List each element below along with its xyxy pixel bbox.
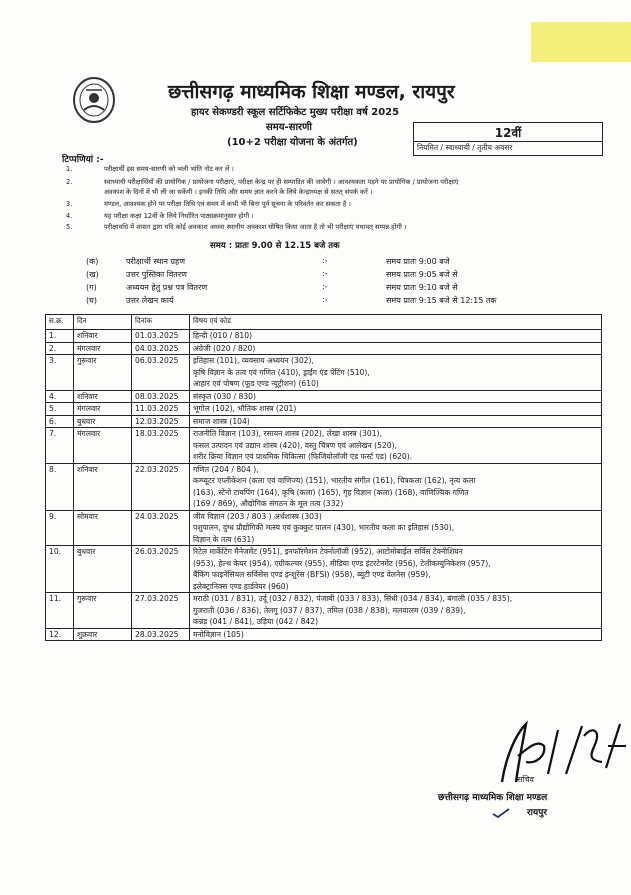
cell-day: शनिवार [74, 463, 132, 510]
note-number: 4. [66, 212, 73, 220]
cell-day: गुरूवार [74, 593, 132, 629]
cell-date: 06.03.2025 [132, 355, 190, 391]
table-row [46, 342, 602, 355]
subject-line: इलेक्ट्रानिक्स एण्ड हार्डवेयर (960) [193, 581, 289, 591]
schedule-time: समय प्रातः 9:00 बजे [386, 257, 450, 266]
schedule-separator: :- [322, 295, 328, 304]
table-row [46, 355, 602, 391]
subject-line: बैंकिंग फाइनेंसियल सर्विसेस एण्ड इन्शुरेंस (BFSI) (958), ब्यूटी एण्ड वेलनेस (959), [193, 570, 431, 579]
timetable [45, 314, 602, 641]
subject-line: रिटेल मार्केटिंग मैनेजमेंट (951), इनफॉरमेशन टेक्नोलॉजी (952), आटोमोबाईल सर्विस टेक्नीशियन [193, 547, 463, 556]
subject-line: समाज शास्त्र (104) [193, 416, 250, 426]
subject-line: शरीर क्रिया विज्ञान एवं प्राथमिक चिकित्सा (फिजियोलॉजी एंड फर्स्ट एड) (620). [193, 452, 413, 461]
cell-sn: 3. [46, 355, 74, 391]
cell-date: 26.03.2025 [132, 546, 190, 593]
subject-line: हिन्दी (010 / 810) [193, 331, 253, 340]
subject-line: (163), स्टेनो टायपिंग (164), कृषि (कला) (165), गृह विज्ञान (कला) (168), वाणिज्यिक गणित [193, 487, 469, 497]
class-title: 12वीं [494, 126, 522, 140]
schedule-separator: :- [322, 269, 328, 278]
cell-date: 01.03.2025 [132, 330, 190, 343]
subject-line: गणित (204 / 804 ), [193, 464, 259, 474]
subject-line: गुजराती (036 / 836), तेलगू (037 / 837), तमिल (038 / 838), मलयालम (039 / 839), [193, 605, 466, 615]
note-number: 2. [66, 178, 73, 186]
schedule-time: समय प्रातः 9:05 बजे से [386, 270, 458, 279]
note-item [66, 187, 372, 197]
schedule-key: (घ) [86, 296, 97, 305]
schedule-key: (ग) [86, 283, 97, 292]
table-row [46, 546, 602, 593]
class-box [413, 122, 603, 156]
schedule-time: समय प्रातः 9:10 बजे से [386, 283, 458, 292]
schedule-label: अध्ययन हेतु प्रश्न पत्र वितरण [126, 283, 208, 292]
subject-line: अंग्रेजी (020 / 820) [193, 343, 256, 353]
subject-line: संस्कृत (030 / 830) [193, 391, 256, 401]
subject-line: राजनीति विज्ञान (103), रसायन शास्त्र (202), लेखा शास्त्र (301), [193, 429, 382, 438]
cell-day: शनिवार [74, 390, 132, 403]
cell-subjects [190, 593, 602, 629]
note-text: स्वाध्यायी परीक्षार्थियों की प्रायोगिक / प्रायोजना परीक्षाएं, परीक्षा केन्द्र पर ही सम्पादित की जावेगी । आवश्यकता पड़ने पर प्रायोगिक / प्रायोजना परीक्षाएं [104, 178, 459, 186]
schedule-label: उत्तर लेखन कार्य [126, 296, 174, 305]
header-day: दिन [74, 315, 132, 330]
cell-sn: 12. [46, 628, 74, 641]
cell-day: मंगलवार [74, 428, 132, 464]
note-number: 5. [66, 223, 73, 231]
checkmark-icon [492, 808, 510, 818]
header-subject: विषय एवं कोड [190, 315, 602, 330]
notes-title: टिप्पणियां :- [62, 155, 104, 165]
cell-date: 08.03.2025 [132, 390, 190, 403]
class-subtitle: नियमित / स्वाध्यायी / तृतीय अवसर [414, 141, 602, 154]
subject-line: आहार एवं पोषण (फूड एण्ड न्यूट्रीशन) (610) [193, 379, 319, 388]
cell-sn: 6. [46, 415, 74, 428]
cell-subjects [190, 628, 602, 641]
cell-date: 11.03.2025 [132, 403, 190, 416]
cell-sn: 8. [46, 463, 74, 510]
exam-title: हायर सेकण्डरी स्कूल सर्टिफिकेट मुख्य परीक्षा वर्ष 2025 [191, 107, 400, 118]
cell-day: बुधवार [74, 415, 132, 428]
note-item [66, 177, 458, 187]
subject-line: कृषि विज्ञान के तत्व एवं गणित (410), ड्राईंग एंड पेंटिंग (510), [193, 367, 370, 377]
cell-sn: 9. [46, 510, 74, 546]
signature-label: सचिव [517, 775, 535, 784]
cell-day: सोमवार [74, 510, 132, 546]
cell-sn: 11. [46, 593, 74, 629]
note-number: 3. [66, 200, 73, 208]
subject-line: (169 / 869), औद्योगिक संगठन के मूल तत्व (332) [193, 499, 344, 508]
emblem-seal-icon [72, 76, 116, 124]
cell-subjects [190, 330, 602, 343]
cell-day: बुधवार [74, 546, 132, 593]
cell-subjects [190, 546, 602, 593]
cell-subjects [190, 390, 602, 403]
cell-day: मंगलवार [74, 403, 132, 416]
table-row [46, 390, 602, 403]
schedule-label: परीक्षार्थी स्थान ग्रहण [126, 257, 186, 266]
subject-line: भूगोल (102), भौतिक शास्त्र (201) [193, 404, 297, 413]
cell-subjects [190, 428, 602, 464]
table-row [46, 330, 602, 343]
subject-line: कम्प्यूटर एप्लीकेशन (कला एवं वाणिज्य) (151), भारतीय संगीत (161), चित्रकला (162), नृत्य कला [193, 476, 476, 485]
signatory-city: रायपुर [527, 808, 548, 818]
cell-sn: 10. [46, 546, 74, 593]
subject-line: जीव विज्ञान (203 / 803 ) अर्थशास्त्र (303) [193, 511, 322, 521]
table-row [46, 403, 602, 416]
schedule-time: समय प्रातः 9:15 बजे से 12:15 तक [386, 296, 497, 305]
subject-line: इतिहास (101), व्यवसाय अध्ययन (302), [193, 356, 314, 365]
cell-date: 18.03.2025 [132, 428, 190, 464]
schedule-key: (ख) [86, 270, 99, 279]
cell-day: शुक्रवार [74, 628, 132, 641]
cell-subjects [190, 342, 602, 355]
table-row [46, 428, 602, 464]
cell-subjects [190, 415, 602, 428]
schedule-separator: :- [322, 256, 328, 265]
note-item [66, 164, 234, 174]
subject-line: फसल उत्पादन एवं उद्यान शास्त्र (420), वस्तु चित्रण एवं आलेखन (520), [193, 440, 398, 450]
cell-sn: 5. [46, 403, 74, 416]
note-text: मण्डल, आवश्यक होने पर परीक्षा तिथि एवं समय में कभी भी बिना पूर्व सूचना के परिवर्तन कर सकता है । [104, 200, 351, 208]
cell-day: शनिवार [74, 330, 132, 343]
note-text: परीक्षावधि में शासन द्वारा यदि कोई अवकाश अथवा स्थानीय अवकाश घोषित किया जाता है तो भी परीक्षाएं यथावत् सम्पन्न होंगी । [104, 223, 407, 231]
table-header-row [46, 315, 602, 330]
board-title: छत्तीसगढ़ माध्यमिक शिक्षा मण्डल, रायपुर [168, 81, 455, 103]
note-text: परीक्षार्थी इस समय-सारणी को भली भांति नोट कर लें । [104, 165, 234, 173]
cell-date: 28.03.2025 [132, 628, 190, 641]
schedule-label: उत्तर पुस्तिका वितरण [126, 270, 187, 279]
subject-line: मनोविज्ञान (105) [193, 629, 244, 639]
cell-date: 12.03.2025 [132, 415, 190, 428]
cell-date: 27.03.2025 [132, 593, 190, 629]
note-item [66, 199, 351, 209]
cell-sn: 4. [46, 390, 74, 403]
schedule-key: (क) [86, 257, 99, 266]
signatory-org: छत्तीसगढ़ माध्यमिक शिक्षा मण्डल [438, 793, 548, 803]
cell-subjects [190, 510, 602, 546]
signature-image [496, 716, 628, 786]
scheme-subtitle: (10+2 परीक्षा योजना के अंतर्गत) [227, 137, 358, 148]
note-item [66, 222, 406, 232]
subject-line: विज्ञान के तत्व (631) [193, 534, 255, 544]
exam-timing: समय : प्रातः 9.00 से 12.15 बजे तक [210, 241, 340, 251]
table-row [46, 415, 602, 428]
cell-sn: 1. [46, 330, 74, 343]
table-row [46, 463, 602, 510]
schedule-separator: :- [322, 282, 328, 291]
cell-subjects [190, 463, 602, 510]
sticky-note [531, 22, 631, 62]
cell-sn: 2. [46, 342, 74, 355]
schedule-title: समय-सारणी [266, 122, 312, 133]
subject-line: मराठी (031 / 831), उर्दू (032 / 832), पंजाबी (033 / 833), सिंधी (034 / 834), बंगाली (035 / 835), [193, 594, 513, 603]
table-row [46, 628, 602, 641]
note-text: अवकाश के दिनों में भी ली जा सकेंगी । इनकी तिथि और समय ज्ञात करने के लिये केन्द्राध्यक्ष से सतत् संपर्क करें । [104, 188, 373, 196]
header-sn: स.क्र. [46, 315, 74, 330]
cell-date: 04.03.2025 [132, 342, 190, 355]
cell-subjects [190, 355, 602, 391]
cell-sn: 7. [46, 428, 74, 464]
header-date: दिनांक [132, 315, 190, 330]
table-row [46, 593, 602, 629]
cell-date: 24.03.2025 [132, 510, 190, 546]
cell-subjects [190, 403, 602, 416]
subject-line: कन्नड़ (041 / 841), उड़िया (042 / 842) [193, 617, 319, 626]
cell-day: गुरूवार [74, 355, 132, 391]
subject-line: पशुपालन, दुग्ध प्रौद्योगिकी मत्स्य एवं कुक्कुट पालन (430), भारतीय कला का इतिहास (530), [193, 523, 455, 532]
note-number: 1. [66, 165, 73, 173]
table-row [46, 510, 602, 546]
cell-date: 22.03.2025 [132, 463, 190, 510]
subject-line: (953), हेल्थ केयर (954), एग्रीकल्चर (955), मीडिया एण्ड इंटरटेनमेंट (956), टेलीकम्युनिकेशन (957), [193, 558, 491, 568]
note-text: यह परीक्षा कक्षा 12वीं के लिये निर्धारित पाठ्यक्रमानुसार होगी । [104, 212, 254, 220]
cell-day: मंगलवार [74, 342, 132, 355]
note-item [66, 211, 254, 221]
